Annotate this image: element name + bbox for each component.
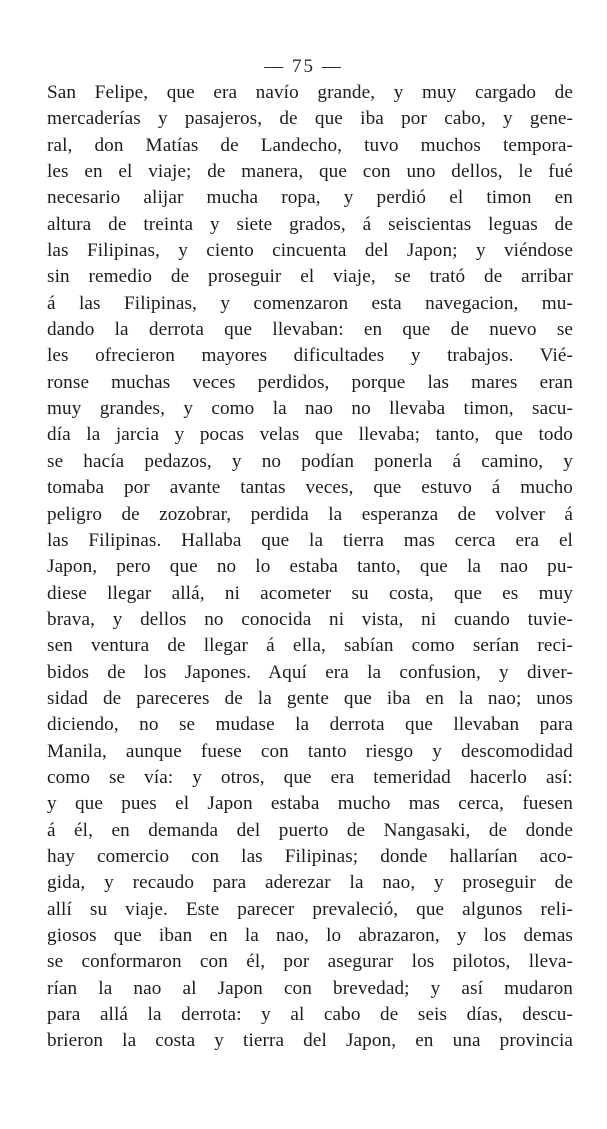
text-line: Manila, aunque fuese con tanto riesgo y descomodidad <box>47 740 573 762</box>
text-line: gida, y recaudo para aderezar la nao, y proseguir de <box>47 872 573 894</box>
text-line: á las Filipinas, y comenzaron esta navegacion, mu- <box>47 292 573 314</box>
text-line: peligro de zozobrar, perdida la esperanza de volver á <box>47 503 573 525</box>
text-line: se hacía pedazos, y no podían ponerla á camino, y <box>47 450 573 472</box>
text-line: brava, y dellos no conocida ni vista, ni cuando tuvie- <box>47 608 573 630</box>
text-line: Japon, pero que no lo estaba tanto, que la nao pu- <box>47 556 573 578</box>
text-line: dando la derrota que llevaban: en que de nuevo se <box>47 319 573 341</box>
text-line: ral, don Matías de Landecho, tuvo muchos tempora- <box>47 134 573 156</box>
text-line: allí su viaje. Este parecer prevaleció, que algunos reli- <box>47 898 573 920</box>
text-line: necesario alijar mucha ropa, y perdió el timon en <box>47 187 573 209</box>
text-line: sen ventura de llegar á ella, sabían como serían reci- <box>47 635 573 657</box>
text-line: San Felipe, que era navío grande, y muy cargado de <box>47 82 573 103</box>
page-number: — 75 — <box>264 56 343 77</box>
text-line: mercaderías y pasajeros, de que iba por cabo, y gene- <box>47 108 573 130</box>
text-line: tomaba por avante tantas veces, que estuvo á mucho <box>47 477 573 499</box>
text-line: altura de treinta y siete grados, á seiscientas leguas de <box>47 213 573 235</box>
text-line: les ofrecieron mayores dificultades y trabajos. Vié- <box>47 345 573 367</box>
text-line: muy grandes, y como la nao no llevaba timon, sacu- <box>47 398 573 420</box>
text-line: las Filipinas, y ciento cincuenta del Japon; y viéndose <box>47 240 573 262</box>
text-line: las Filipinas. Hallaba que la tierra mas cerca era el <box>47 529 573 551</box>
text-line: les en el viaje; de manera, que con uno dellos, le fué <box>47 161 573 183</box>
text-line: sidad de pareceres de la gente que iba en la nao; unos <box>47 687 573 709</box>
text-line: á él, en demanda del puerto de Nangasaki, de donde <box>47 819 573 841</box>
text-line: rían la nao al Japon con brevedad; y así mudaron <box>47 977 573 999</box>
text-line: giosos que iban en la nao, lo abrazaron, y los demas <box>47 925 573 946</box>
text-line: hay comercio con las Filipinas; donde hallarían aco- <box>47 845 573 867</box>
text-line: y que pues el Japon estaba mucho mas cerca, fuesen <box>47 793 573 815</box>
text-line: diciendo, no se mudase la derrota que llevaban para <box>47 714 573 736</box>
text-line: bidos de los Japones. Aquí era la confusion, y diver- <box>47 661 573 683</box>
text-line: día la jarcia y pocas velas que llevaba; tanto, que todo <box>47 424 573 446</box>
text-line: como se vía: y otros, que era temeridad hacerlo así: <box>47 766 573 788</box>
text-line: ronse muchas veces perdidos, porque las mares eran <box>47 371 573 393</box>
body-text <box>47 80 573 1055</box>
text-line: se conformaron con él, por asegurar los pilotos, lleva- <box>47 951 573 973</box>
text-line: diese llegar allá, ni acometer su costa, que es muy <box>47 582 573 604</box>
text-line: sin remedio de proseguir el viaje, se trató de arribar <box>47 266 573 288</box>
text-line: para allá la derrota: y al cabo de seis días, descu- <box>47 1004 573 1026</box>
text-line: brieron la costa y tierra del Japon, en una provincia <box>47 1030 573 1052</box>
